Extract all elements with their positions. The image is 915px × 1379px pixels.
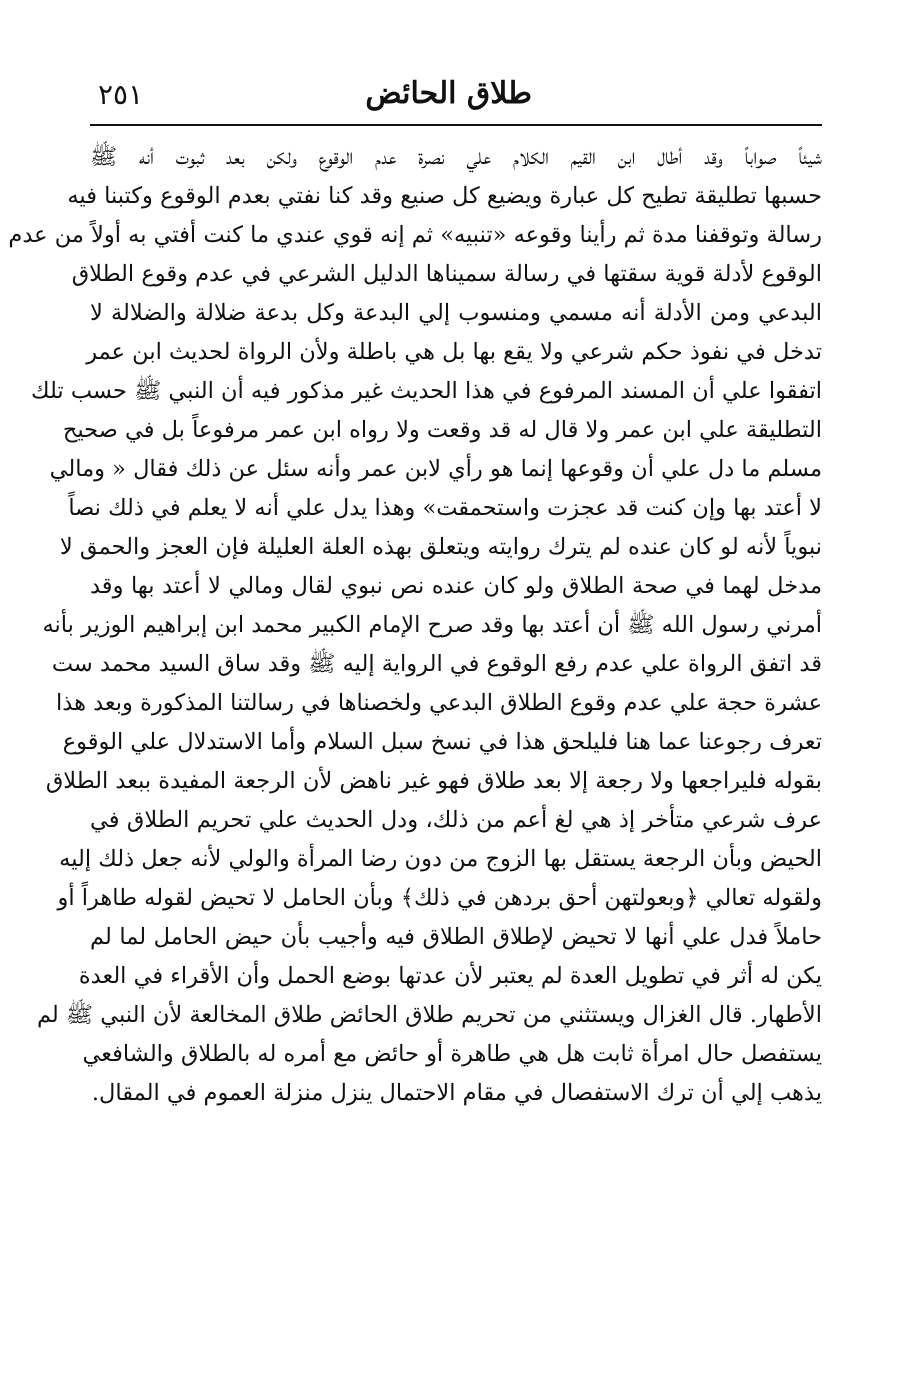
text-line: قد اتفق الرواة علي عدم رفع الوقوع في الرواية إليه ﷺ وقد ساق السيد محمد ست [51,651,822,677]
body-text [8,138,822,1113]
text-line: التطليقة علي ابن عمر ولا قال له قد وقعت ولا رواه ابن عمر مرفوعاً بل في صحيح [62,417,822,443]
text-line: تدخل في نفوذ حكم شرعي ولا يقع بها بل هي باطلة ولأن الرواة لحديث ابن عمر [86,339,822,365]
text-line: مسلم ما دل علي أن وقوعها إنما هو رأي لابن عمر وأنه سئل عن ذلك فقال « ومالي [49,456,822,482]
text-line: البدعي ومن الأدلة أنه مسمي ومنسوب إلي البدعة وكل بدعة ضلالة والضلالة لا [90,300,822,326]
text-line: الوقوع لأدلة قوية سقتها في رسالة سميناها الدليل الشرعي في عدم وقوع الطلاق [71,261,822,287]
text-line: الأطهار. قال الغزال ويستثني من تحريم طلاق الحائض طلاق المخالعة لأن النبي ﷺ لم [36,1002,822,1028]
text-line: شيئاً صواباً وقد أطال ابن القيم الكلام علي نصرة عدم الوقوع ولكن بعد ثبوت أنه ﷺ [90,144,822,170]
text-line: تعرف رجوعنا عما هنا فليلحق هذا في نسخ سبل السلام وأما الاستدلال علي الوقوع [62,729,822,755]
text-line: أمرني رسول الله ﷺ أن أعتد بها وقد صرح الإمام الكبير محمد ابن إبراهيم الوزير بأنه [42,612,822,638]
running-title: طلاق الحائض [365,76,532,111]
page-header [90,68,822,126]
text-line: مدخل لهما في صحة الطلاق ولو كان عنده نص نبوي لقال ومالي لا أعتد بها وقد [90,573,822,599]
text-line: الحيض وبأن الرجعة يستقل بها الزوج من دون رضا المرأة والولي لأنه جعل ذلك إليه [59,846,822,872]
text-line: اتفقوا علي أن المسند المرفوع في هذا الحديث غير مذكور فيه أن النبي ﷺ حسب تلك [31,378,822,404]
text-line: يكن له أثر في تطويل العدة لم يعتبر لأن عدتها بوضع الحمل وأن الأقراء في العدة [78,963,822,989]
text-line: عرف شرعي متأخر إذ هي لغ أعم من ذلك، ودل الحديث علي تحريم الطلاق في [90,807,822,833]
text-line: يستفصل حال امرأة ثابت هل هي طاهرة أو حائض مع أمره له بالطلاق والشافعي [82,1041,822,1067]
text-line: ولقوله تعالي ﴿وبعولتهن أحق بردهن في ذلك﴾ وبأن الحامل لا تحيض لقوله طاهراً أو [57,885,822,911]
text-line: حاملاً فدل علي أنها لا تحيض لإطلاق الطلاق فيه وأجيب بأن حيض الحامل لما لم [90,924,822,950]
page-number: ٢٥١ [98,78,144,111]
text-line: نبوياً لأنه لو كان عنده لم يترك روايته ويتعلق بهذه العلة العليلة فإن العجز والحمق لا [59,534,822,560]
text-line: بقوله فليراجعها ولا رجعة إلا بعد طلاق فهو غير ناهض لأن الرجعة المفيدة ببعد الطلاق [45,768,822,794]
text-line: عشرة حجة علي عدم وقوع الطلاق البدعي ولخصناها في رسالتنا المذكورة وبعد هذا [56,690,822,716]
text-line: لا أعتد بها وإن كنت قد عجزت واستحمقت» وهذا يدل علي أنه لا يعلم في ذلك نصاً [68,495,822,521]
text-line: حسبها تطليقة تطيح كل عبارة ويضيع كل صنيع وقد كنا نفتي بعدم الوقوع وكتبنا فيه [67,183,822,209]
text-line: رسالة وتوقفنا مدة ثم رأينا وقوعه «تنبيه» ثم إنه قوي عندي ما كنت أفتي به أولاً من عدم [8,222,822,248]
text-line: يذهب إلي أن ترك الاستفصال في مقام الاحتمال ينزل منزلة العموم في المقال. [91,1080,822,1106]
